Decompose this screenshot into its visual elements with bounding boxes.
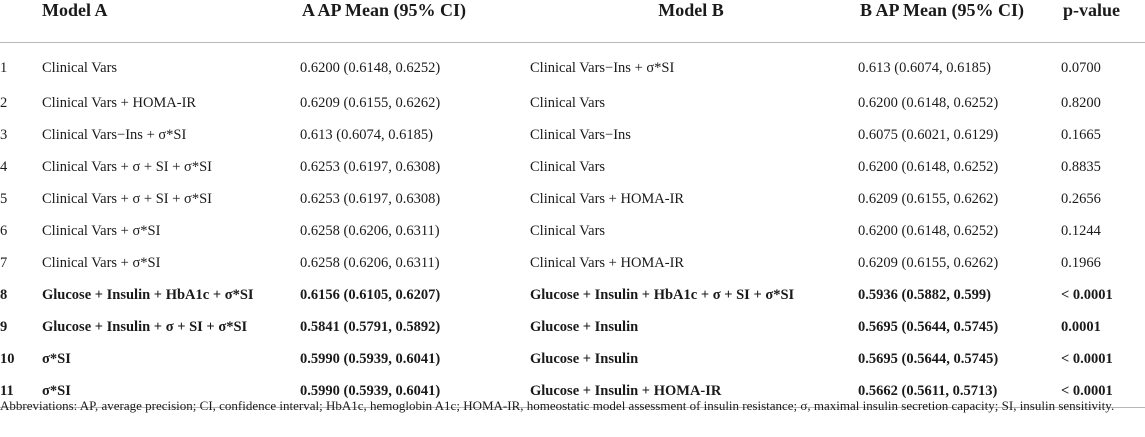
- row-number: 11: [0, 375, 40, 408]
- model-b-cell: Clinical Vars: [530, 94, 606, 111]
- model-a-cell: Clinical Vars + σ + SI + σ*SI: [42, 158, 212, 175]
- model-b-cell: Glucose + Insulin: [530, 318, 639, 335]
- header-a-ap: A AP Mean (95% CI): [300, 0, 524, 43]
- header-b-ap: B AP Mean (95% CI): [858, 0, 1061, 43]
- header-model-b: Model B: [524, 0, 858, 43]
- table-row: [0, 343, 1145, 375]
- row-number: 2: [0, 94, 8, 111]
- model-a-cell: Clinical Vars + HOMA-IR: [42, 94, 197, 111]
- p-value-cell: < 0.0001: [1061, 375, 1145, 408]
- table-row: [0, 215, 1145, 247]
- model-b-cell: Clinical Vars−Ins + σ*SI: [530, 59, 675, 76]
- row-number: 4: [0, 158, 8, 175]
- b-ap-cell: 0.6209 (0.6155, 0.6262): [858, 254, 999, 271]
- b-ap-cell: 0.613 (0.6074, 0.6185): [858, 59, 991, 76]
- a-ap-cell: 0.6253 (0.6197, 0.6308): [300, 190, 441, 207]
- model-b-cell: Clinical Vars−Ins: [530, 126, 631, 143]
- model-a-cell: Clinical Vars: [42, 59, 118, 76]
- table-row: [0, 43, 1145, 88]
- p-value-cell: < 0.0001: [1061, 286, 1113, 303]
- p-value-cell: 0.0001: [1061, 318, 1101, 335]
- p-value-cell: 0.0700: [1061, 59, 1101, 76]
- b-ap-cell: 0.6200 (0.6148, 0.6252): [858, 94, 999, 111]
- model-a-cell: Glucose + Insulin + σ + SI + σ*SI: [42, 318, 248, 335]
- row-number: 6: [0, 222, 8, 239]
- row-number: 9: [0, 318, 8, 335]
- row-number: 8: [0, 286, 8, 303]
- b-ap-cell: 0.5936 (0.5882, 0.599): [858, 286, 991, 303]
- p-value-cell: 0.8200: [1061, 94, 1101, 111]
- model-a-cell: σ*SI: [40, 375, 300, 408]
- p-value-cell: 0.1244: [1061, 222, 1101, 239]
- b-ap-cell: 0.6075 (0.6021, 0.6129): [858, 126, 999, 143]
- b-ap-cell: 0.5695 (0.5644, 0.5745): [858, 350, 999, 367]
- model-b-cell: Clinical Vars: [530, 222, 606, 239]
- p-value-cell: 0.1665: [1061, 126, 1101, 143]
- a-ap-cell: 0.613 (0.6074, 0.6185): [300, 126, 433, 143]
- table-row: [0, 87, 1145, 119]
- model-b-cell: Glucose + Insulin + HbA1c + σ + SI + σ*SI: [530, 286, 795, 303]
- model-a-cell: Glucose + Insulin + HbA1c + σ*SI: [42, 286, 254, 303]
- table-row: [0, 311, 1145, 343]
- a-ap-cell: 0.6253 (0.6197, 0.6308): [300, 158, 441, 175]
- table-row: [0, 151, 1145, 183]
- a-ap-cell: 0.5990 (0.5939, 0.6041): [300, 375, 524, 408]
- a-ap-cell: 0.6258 (0.6206, 0.6311): [300, 222, 440, 239]
- b-ap-cell: 0.6200 (0.6148, 0.6252): [858, 222, 999, 239]
- footnote: Abbreviations: AP, average precision; CI, confidence interval; HbA1c, hemoglobin A1c; HOMA-IR, homeostatic model assessment of insulin resistance; σ, maximal insulin secretion capacity; SI, insulin sensitivity.: [0, 398, 1115, 413]
- table-row: [0, 279, 1145, 311]
- a-ap-cell: 0.5990 (0.5939, 0.6041): [300, 350, 441, 367]
- p-value-cell: 0.1966: [1061, 254, 1101, 271]
- model-a-cell: Clinical Vars + σ + SI + σ*SI: [42, 190, 212, 207]
- model-b-cell: Clinical Vars + HOMA-IR: [530, 190, 685, 207]
- table-row: [0, 247, 1145, 279]
- row-number: 1: [0, 59, 8, 76]
- p-value-cell: 0.2656: [1061, 190, 1101, 207]
- model-a-cell: Clinical Vars + σ*SI: [42, 222, 161, 239]
- model-b-cell: Glucose + Insulin: [530, 350, 639, 367]
- p-value-cell: < 0.0001: [1061, 350, 1113, 367]
- b-ap-cell: 0.5662 (0.5611, 0.5713): [858, 375, 1061, 408]
- a-ap-cell: 0.5841 (0.5791, 0.5892): [300, 318, 441, 335]
- header-p-value: p-value: [1061, 0, 1145, 43]
- b-ap-cell: 0.6200 (0.6148, 0.6252): [858, 158, 999, 175]
- model-b-cell: Clinical Vars + HOMA-IR: [530, 254, 685, 271]
- header-number: [0, 0, 40, 43]
- model-b-cell: Glucose + Insulin + HOMA-IR: [524, 375, 858, 408]
- b-ap-cell: 0.5695 (0.5644, 0.5745): [858, 318, 999, 335]
- model-a-cell: σ*SI: [42, 350, 71, 367]
- a-ap-cell: 0.6200 (0.6148, 0.6252): [300, 59, 441, 76]
- a-ap-cell: 0.6209 (0.6155, 0.6262): [300, 94, 441, 111]
- row-number: 5: [0, 190, 8, 207]
- model-a-cell: Clinical Vars + σ*SI: [42, 254, 161, 271]
- row-number: 7: [0, 254, 8, 271]
- b-ap-cell: 0.6209 (0.6155, 0.6262): [858, 190, 999, 207]
- model-a-cell: Clinical Vars−Ins + σ*SI: [42, 126, 187, 143]
- header-row: [0, 0, 1145, 43]
- header-model-a: Model A: [40, 0, 300, 43]
- row-number: 3: [0, 126, 8, 143]
- model-b-cell: Clinical Vars: [530, 158, 606, 175]
- p-value-cell: 0.8835: [1061, 158, 1101, 175]
- a-ap-cell: 0.6156 (0.6105, 0.6207): [300, 286, 441, 303]
- row-number: 10: [0, 350, 15, 367]
- table-row: [0, 119, 1145, 151]
- table-row: [0, 183, 1145, 215]
- a-ap-cell: 0.6258 (0.6206, 0.6311): [300, 254, 440, 271]
